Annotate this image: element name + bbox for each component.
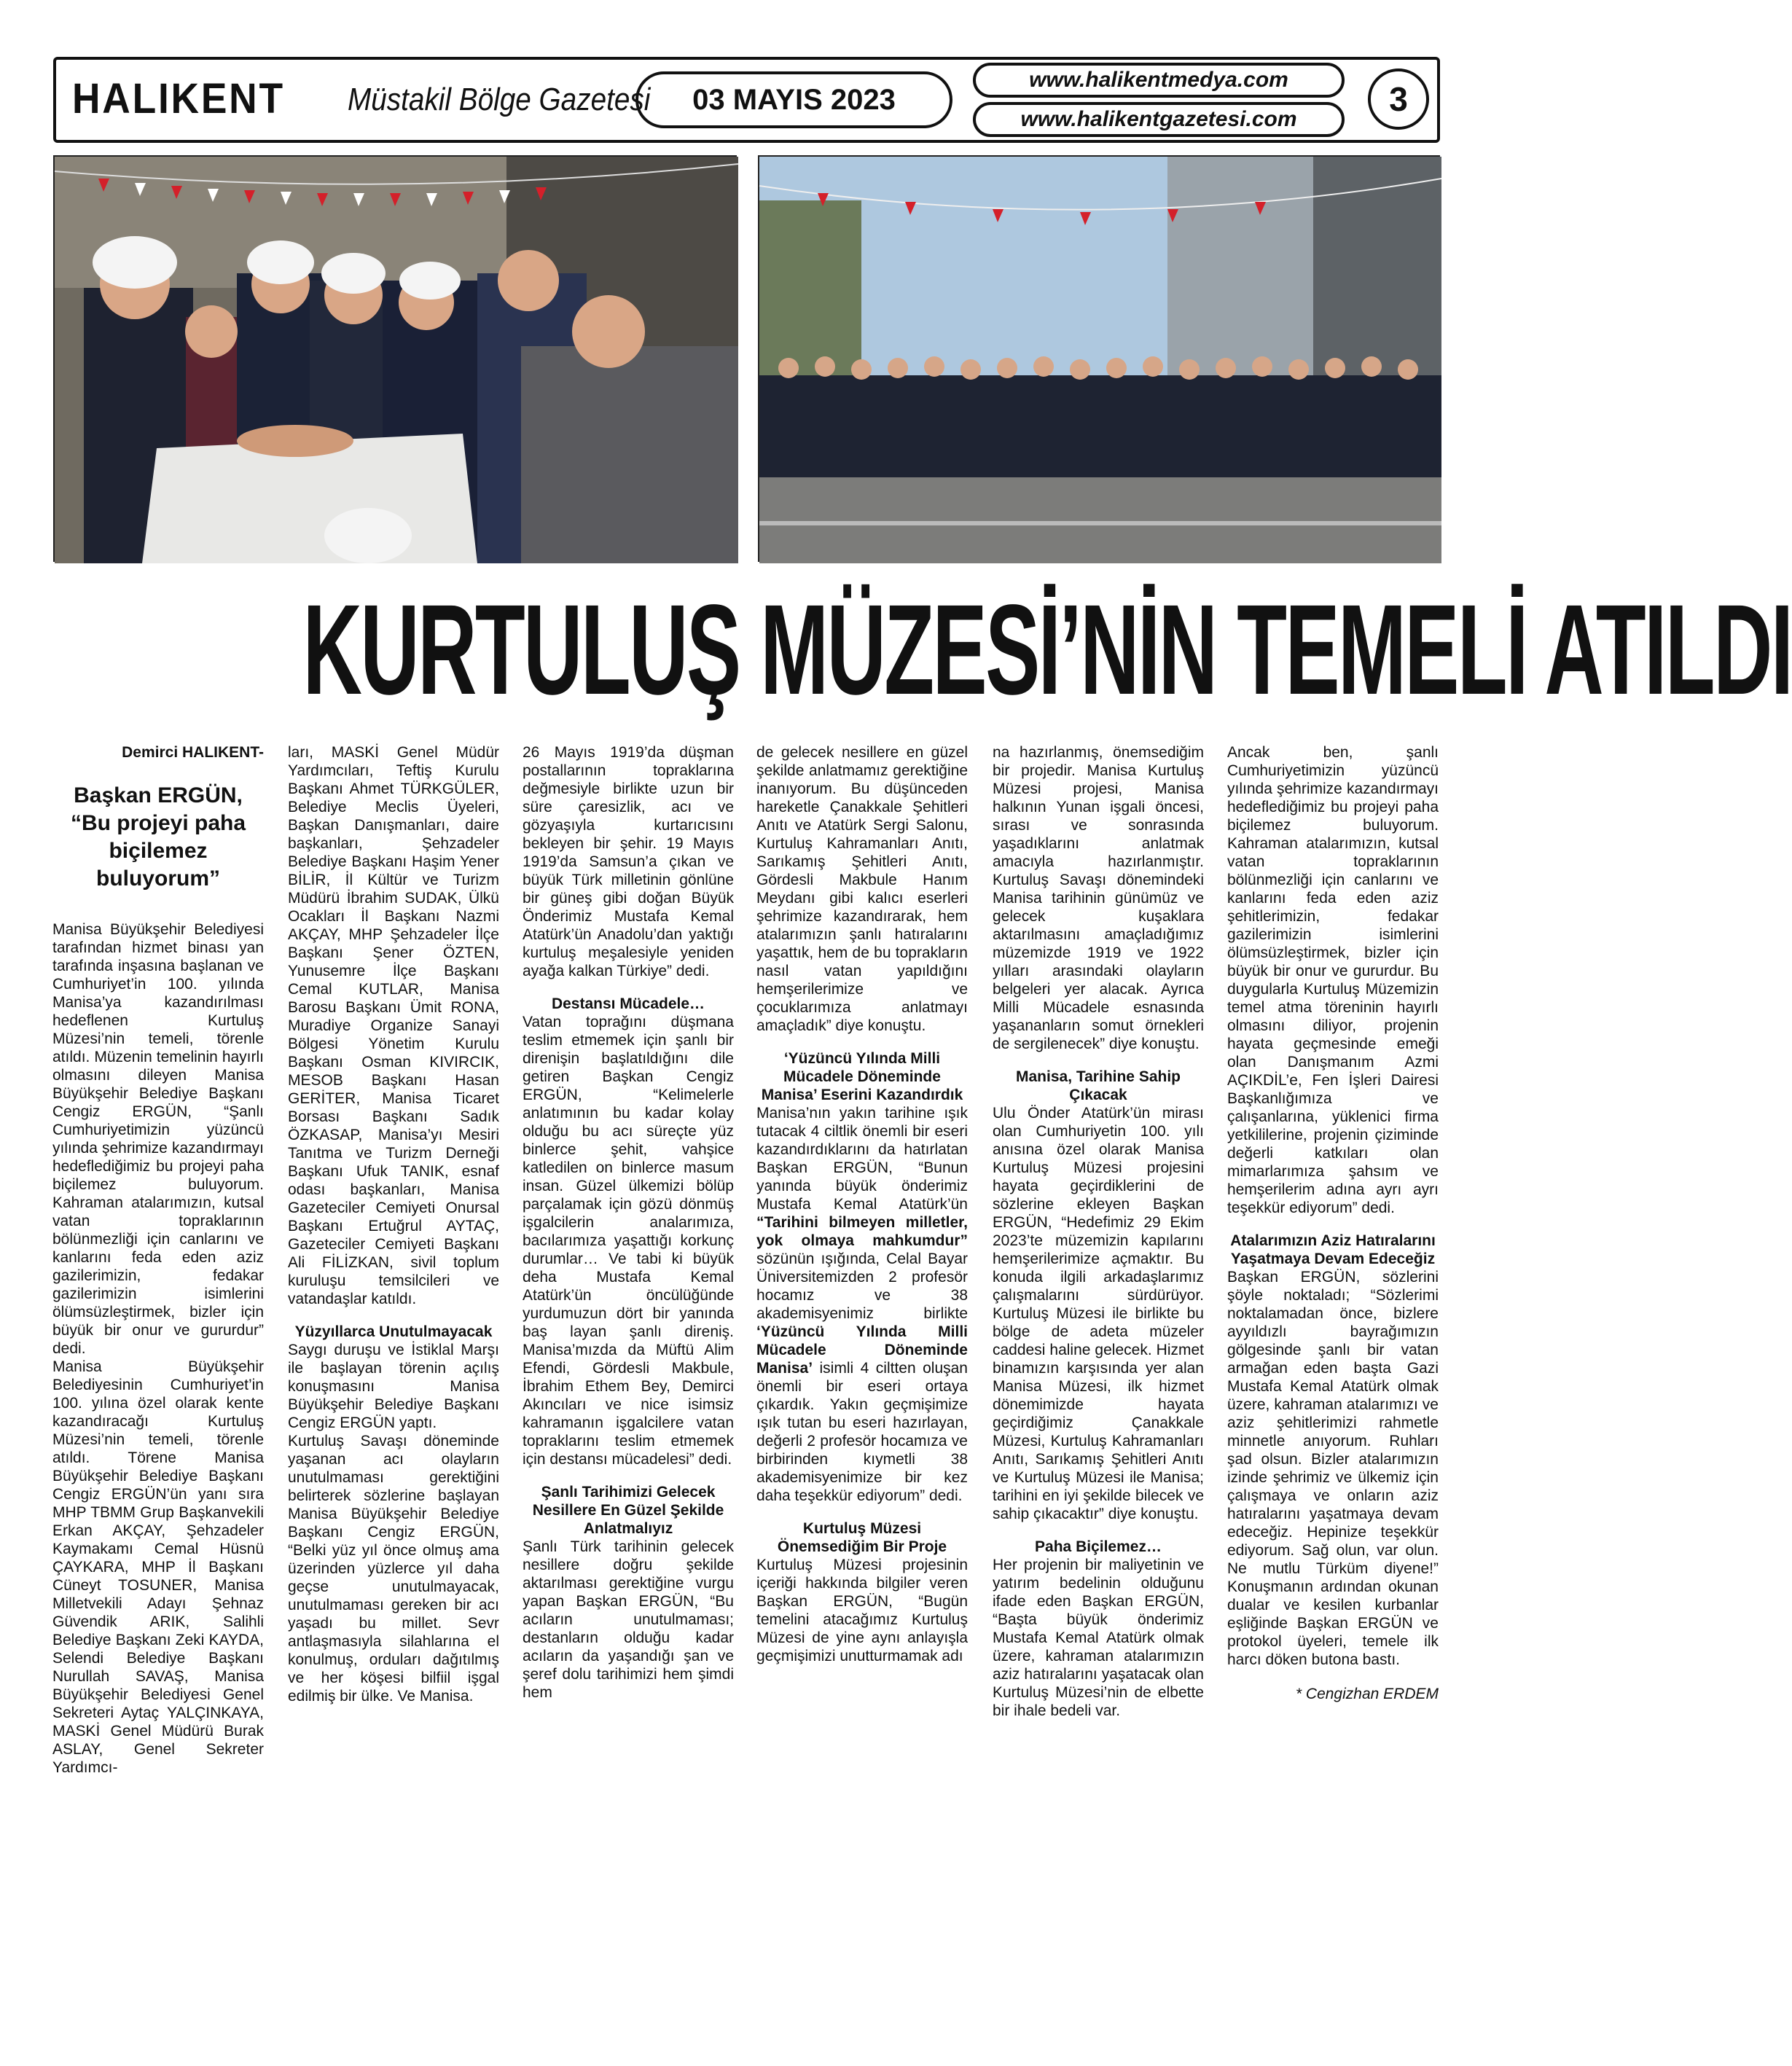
subheading: Paha Biçilemez… (1035, 1538, 1162, 1555)
paragraph (756, 1104, 968, 1505)
pull-quote: Başkan ERGÜN, “Bu projeyi paha biçilemez buluyorum” (70, 783, 246, 891)
headline: KURTULUŞ MÜZESİ’NİN TEMELİ ATILDI (302, 579, 1792, 721)
masthead (53, 57, 1440, 143)
subheading: Manisa, Tarihine Sahip Çıkacak (1016, 1068, 1181, 1103)
website-link-1[interactable]: www.halikentmedya.com (973, 63, 1345, 98)
newspaper-logo: HALIKENT (72, 75, 285, 122)
paragraph: Manisa Büyükşehir Belediyesi tarafından hizmet binası yan tarafında inşasına başlanan ve Cumhuriyet’in 100. yılında Manisa’ya kazandırılması hedeflenen Kurtuluş Müzesi’nin temeli, törenle atıldı. Müzenin temelinin hayırlı olmasını dileyen Manisa Büyükşehir Belediye Başkanı Cengiz ERGÜN, “Şanlı Cumhuriyetimizin yüzüncü yılında şehrimize kazandırmayı hedeflediğimiz bu projeyi paha biçilemez buluyorum. Kahraman atalarımızın, kutsal vatan topraklarının bölünmezliği için canlarını ve kanlarını feda eden aziz gazilerimizin, fedakar gazilerimizin isimlerini ölümsüzleştirmek, bizler için büyük bir onur ve gururdur” dedi. (52, 921, 264, 1357)
paragraph: ları, MASKİ Genel Müdür Yardımcıları, Teftiş Kurulu Başkanı Ahmet TÜRKGÜLER, Belediye Meclis Üyeleri, Başkan Danışmanları, daire başkanları, Şehzadeler Belediye Başkanı Haşim Yener BİLİR, İl Kültür ve Turizm Müdürü İbrahim SUDAK, Ülkü Ocakları İl Başkanı Nazmi AKÇAY, MHP Şehzadeler İlçe Başkanı Şener ÖZTEN, Yunusemre İlçe Başkanı Cemal KUTLAR, Manisa Barosu Başkanı Ümit RONA, Muradiye Organize Sanayi Bölgesi Yönetim Kurulu Başkanı Osman KIVIRCIK, MESOB Başkanı Hasan GERİTER, Manisa Ticaret Borsası Başkanı Sadık ÖZKASAP, Manisa’yı Mesiri Tanıtma ve Turizm Derneği Başkanı Ufuk TANIK, esnaf odası başkanları, Manisa Gazeteciler Cemiyeti Onursal Başkanı Ertuğrul AYTAÇ, Gazeteciler Cemiyeti Başkanı Ali FİLİZKAN, sivil toplum kuruluşu temsilcileri ve vatandaşlar katıldı. (288, 744, 499, 1307)
subheading: Kurtuluş Müzesi Önemsediğim Bir Proje (777, 1520, 947, 1555)
ceremony-photo-group (758, 155, 1440, 562)
text-run: Manisa’nın yakın tarihine ışık tutacak 4 ciltlik önemli bir eseri kazandırdıklarını da hatırlatan Başkan ERGÜN, “Bunun yanında büyük önderimiz Mustafa Kemal Atatürk’ün (756, 1105, 968, 1213)
paragraph: Kurtuluş Müzesi projesinin içeriği hakkında bilgiler veren Başkan ERGÜN, “Bugün temelini atacağımız Kurtuluş Müzesi de yine aynı anlayışla geçmişimizi unutturmamak adı (756, 1557, 968, 1664)
paragraph: Vatan toprağını düşmana teslim etmemek için şanlı bir direnişin başlatıldığını dile getiren Başkan Cengiz ERGÜN, “Kelimelerle anlatımının bu kadar kolay olduğu bu acı süreçte yüz binlerce şehit, vahşice katledilen on binlerce masum insan. Güzel ülkemizi bölüp parçalamak için gözü dönmüş işgalcilerin analarımıza, bacılarımıza yaşattığı korkunç durumlar… Ve tabi ki büyük deha Mustafa Kemal Atatürk’ün öncülüğünde yurdumuzun dört bir yanında baş layan şanlı direniş. Manisa’mızda da Müftü Alim Efendi, Gördesli Makbule, İbrahim Ethem Bey, Demirci Akıncıları ve nice isimsiz kahramanın işgalcilere vatan topraklarını teslim etmemek için destansı mücadelesi” dedi. (523, 1014, 734, 1468)
issue-date: 03 MAYIS 2023 (635, 71, 952, 128)
ceremony-photo-foundation (53, 155, 737, 562)
text-run: sözünün ışığında, Celal Bayar Üniversitemizden 2 profesör hocamız ve 38 akademisyenimiz birlikte (756, 1251, 968, 1322)
paragraph: 26 Mayıs 1919’da düşman postallarının topraklarına değmesiyle birlikte uzun bir süre çaresizlik, acı ve gözyaşıyla kurtarıcısını bekleyen bir şehir. 19 Mayıs 1919’da Samsun’a çıkan ve büyük Türk milletinin gönlüne bir güneş gibi doğan Büyük Önderimiz Mustafa Kemal Atatürk’ün Anadolu’dan yaktığı kurtuluş meşalesiyle yeniden ayağa kalkan Türkiye” dedi. (523, 744, 734, 979)
text-run: isimli 4 ciltten oluşan önemli bir eseri ortaya çıkardık. Yakın geçmişimize ışık tutan bu eseri hazırlayan, değerli 2 profesör hocamıza ve birbirinden kıymetli 38 akademisyenimize bir kez daha teşekkür ediyorum” dedi. (756, 1360, 968, 1504)
paragraph: Ancak ben, şanlı Cumhuriyetimizin yüzüncü yılında şehrimize kazandırmayı hedeflediğimiz bu projeyi paha biçilemez buluyorum. Kahraman atalarımızın, kutsal vatan topraklarının bölünmezliği için canlarını ve kanlarını feda eden aziz şehitlerimizin, fedakar gazilerimizin isimlerini ölümsüzleştirmek, bizler için büyük bir onur ve gururdur. Bu duygularla Kurtuluş Müzemizin temel atma töreninin hayırlı olmasını diliyor, projenin hayata geçmesinde emeği olan Danışmanım Azmi AÇIKDİL’e, Fen İşleri Dairesi Başkanlığımıza ve çalışanlarına, yüklenici firma yetkililerine, projenin çiziminde değerli katkıları olan mimarlarımıza şahsım ve hemşerilerim adına ayrı ayrı teşekkür ediyorum” dedi. (1227, 744, 1439, 1216)
article-column-4 (756, 743, 968, 1665)
subheading: Destansı Mücadele… (551, 995, 705, 1012)
subheading: Atalarımızın Aziz Hatıralarını Yaşatmaya Devam Edeceğiz (1230, 1232, 1436, 1267)
quote-bold: “Tarihini bilmeyen milletler, yok olmaya mahkumdur” (756, 1214, 968, 1249)
byline: Demirci HALIKENT- (122, 744, 264, 761)
article-column-3 (523, 743, 734, 1702)
subheading: ‘Yüzüncü Yılında Milli Mücadele Döneminde Manisa’ Eserini Kazandırdık (761, 1050, 963, 1103)
paragraph: Ulu Önder Atatürk’ün mirası olan Cumhuriyetin 100. yılı anısına özel olarak Manisa Kurtuluş Müzesi projesini hayata geçirdiklerini de sözlerine ekleyen Başkan ERGÜN, “Hedefimiz 29 Ekim 2023’te müzemizin kapılarını hemşerilerimize açmaktır. Bu konuda ilgili arkadaşlarımız çalışmalarını sürdürüyor. Kurtuluş Müzesi ile birlikte bu bölge de adeta müzeler caddesi haline gelecek. Hizmet binamızın karşısında yer alan Manisa Müzesi, ilk hizmet dönemimizde hayata geçirdiğimiz Çanakkale Müzesi, Kurtuluş Kahramanları Anıtı, Sarıkamış Şehitleri Anıtı ve Kurtuluş Müzesi ile Manisa; tarihini en iyi şekilde bilecek ve sahip çıkacaktır” diye konuştu. (993, 1105, 1204, 1522)
article-column-5 (993, 743, 1204, 1720)
article-column-6 (1227, 743, 1439, 1703)
newspaper-tagline: Müstakil Bölge Gazetesi (348, 82, 651, 117)
website-link-2[interactable]: www.halikentgazetesi.com (973, 102, 1345, 137)
book-title-bold: ‘Yüzüncü Yılında Milli Mücadele Döneminde Manisa’ (756, 1323, 968, 1377)
subheading: Yüzyıllarca Unutulmayacak (294, 1323, 493, 1340)
paragraph: na hazırlanmış, önemsediğim bir projedir. Manisa Kurtuluş Müzesi projesi, Manisa halkının Yunan işgali öncesi, sırası ve sonrasında yaşadıklarını anlatmak amacıyla hazırlanmıştır. Kurtuluş Savaşı dönemindeki Manisa tarihinin günümüz ve gelecek kuşaklara aktarılmasını amaçladığımız müzemizde 1919 ve 1922 yılları arasındaki olayların belgeleri yer alacak. Ayrıca Milli Mücadele esnasında yaşananların somut örnekleri de sergilenecek” diye konuştu. (993, 744, 1204, 1052)
paragraph: Saygı duruşu ve İstiklal Marşı ile başlayan törenin açılış konuşmasını Manisa Büyükşehir Belediye Başkanı Cengiz ERGÜN yaptı. (288, 1342, 499, 1431)
paragraph: Başkan ERGÜN, sözlerini şöyle noktaladı; “Sözlerimi noktalamadan önce, bizlere ayyıldızlı bayrağımızın gölgesinde şanlı bir vatan armağan eden başta Gazi Mustafa Kemal Atatürk olmak üzere, kahraman atalarımızı ve aziz şehitlerimizi rahmetle minnetle anıyorum. Ruhları şad olsun. Bizler atalarımızın izinde şehrimiz ve ülkemiz için çalışmaya ve onların aziz hatıralarını yaşatmaya devam edeceğiz. Hepinize teşekkür ediyorum. Sağ olun, var olun. Ne mutlu Türküm diyene!” Konuşmanın ardından okunan dualar ve kesilen kurbanlar eşliğinde Başkan ERGÜN ve protokol üyeleri, temele ilk harcı döken butona bastı. (1227, 1269, 1439, 1668)
paragraph: Kurtuluş Savaşı döneminde yaşanan acı olayların unutulmaması gerektiğini belirterek sözlerine başlayan Manisa Büyükşehir Belediye Başkanı Cengiz ERGÜN, “Belki yüz yıl önce olmuş ama üzerinden yüzlerce yıl daha geçse unutulmayacak, unutulmaması gereken bir acı yaşadı bu millet. Sevr antlaşmasıyla silahlarına el konulmuş, orduları dağıtılmış ve her köşesi bilfiil işgal edilmiş bir ülke. Ve Manisa. (288, 1433, 499, 1705)
paragraph: Manisa Büyükşehir Belediyesinin Cumhuriyet’in 100. yılına özel olarak kente kazandıracağı Kurtuluş Müzesi’nin temeli, törenle atıldı. Törene Manisa Büyükşehir Belediye Başkanı Cengiz ERGÜN’ün yanı sıra MHP TBMM Grup Başkanvekili Erkan AKÇAY, Şehzadeler Kaymakamı Cemal Hüsnü ÇAYKARA, MHP İl Başkanı Cüneyt TOSUNER, Manisa Milletvekili Adayı Şehnaz Güvendik ARIK, Salihli Belediye Başkanı Zeki KAYDA, Selendi Belediye Başkanı Nurullah SAVAŞ, Manisa Büyükşehir Belediyesi Genel Sekreteri Aytaç YALÇINKAYA, MASKİ Genel Müdürü Burak ASLAY, Genel Sekreter Yardımcı- (52, 1358, 264, 1776)
article-column-1 (52, 743, 264, 1777)
subheading: Şanlı Tarihimizi Gelecek Nesillere En Güzel Şekilde Anlatmalıyız (532, 1484, 724, 1537)
page-number: 3 (1368, 69, 1429, 130)
paragraph: Şanlı Türk tarihinin gelecek nesillere doğru şekilde aktarılması gerektiğine vurgu yapan Başkan ERGÜN, “Bu acıların unutulmaması; destanların olduğu kadar acıların da yaşandığı şan ve şeref dolu tarihimizi hem şimdi hem (523, 1538, 734, 1701)
author-signature: * Cengizhan ERDEM (1295, 1686, 1439, 1702)
paragraph: de gelecek nesillere en güzel şekilde anlatmamız gerektiğine inanıyorum. Bu düşünceden hareketle Çanakkale Şehitleri Anıtı ve Atatürk Sergi Salonu, Kurtuluş Kahramanları Anıtı, Sarıkamış Şehitleri Anıtı, Gördesli Makbule Hanım Meydanı gibi kalıcı eserleri şehrimize kazandırarak, hem atalarımızın şanlı hatıralarını yaşattık, hem de bu toprakların nasıl vatan yapıldığını hemşerilerimize ve çocuklarımıza anlatmayı amaçladık” diye konuştu. (756, 744, 968, 1034)
paragraph: Her projenin bir maliyetinin ve yatırım bedelinin olduğunu ifade eden Başkan ERGÜN, “Başta büyük önderimiz Mustafa Kemal Atatürk olmak üzere, kahraman atalarımızın aziz hatıralarını yaşatacak olan Kurtuluş Müzesi’nin de elbette bir ihale bedeli var. (993, 1557, 1204, 1719)
article-column-2 (288, 743, 499, 1705)
